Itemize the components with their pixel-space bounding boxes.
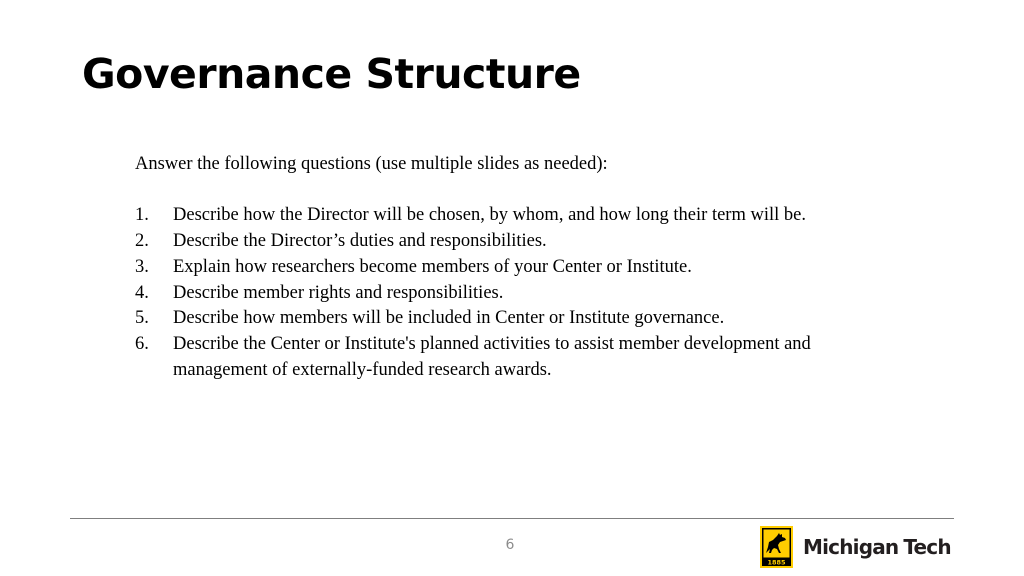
page-number: 6 xyxy=(505,537,515,553)
list-item-number: 1. xyxy=(135,205,149,226)
list-item-text: Describe member rights and responsibilities. xyxy=(173,282,504,303)
slide-body xyxy=(135,152,855,383)
list-item xyxy=(135,306,855,332)
list-item-text: Describe how members will be included in Center or Institute governance. xyxy=(173,308,725,329)
list-item-number: 4. xyxy=(135,282,149,303)
question-list xyxy=(135,203,855,383)
logo-year: 1885 xyxy=(767,558,786,567)
logo-word-tech: Tech xyxy=(903,535,951,559)
list-item-number: 5. xyxy=(135,308,149,329)
michigan-tech-logo xyxy=(760,526,951,568)
list-item-text: Explain how researchers become members of your Center or Institute. xyxy=(173,256,692,277)
list-item xyxy=(135,255,855,281)
list-item-number: 3. xyxy=(135,256,149,277)
list-item-text: Describe the Director’s duties and responsibilities. xyxy=(173,231,547,252)
list-item xyxy=(135,281,855,307)
list-item xyxy=(135,203,855,229)
list-item-number: 6. xyxy=(135,333,149,354)
slide-title: Governance Structure xyxy=(82,50,581,98)
list-item xyxy=(135,332,855,383)
list-item-number: 2. xyxy=(135,231,149,252)
footer-divider xyxy=(70,518,954,519)
list-item xyxy=(135,229,855,255)
list-item-text: Describe how the Director will be chosen, by whom, and how long their term will be. xyxy=(173,205,806,226)
intro-text: Answer the following questions (use multiple slides as needed): xyxy=(135,154,608,174)
logo-wordmark xyxy=(803,535,951,559)
logo-word-michigan: Michigan xyxy=(803,535,899,559)
list-item-text: Describe the Center or Institute's planned activities to assist member development and management of externally-funded research awards. xyxy=(173,333,811,380)
husky-logo-icon xyxy=(760,526,793,568)
